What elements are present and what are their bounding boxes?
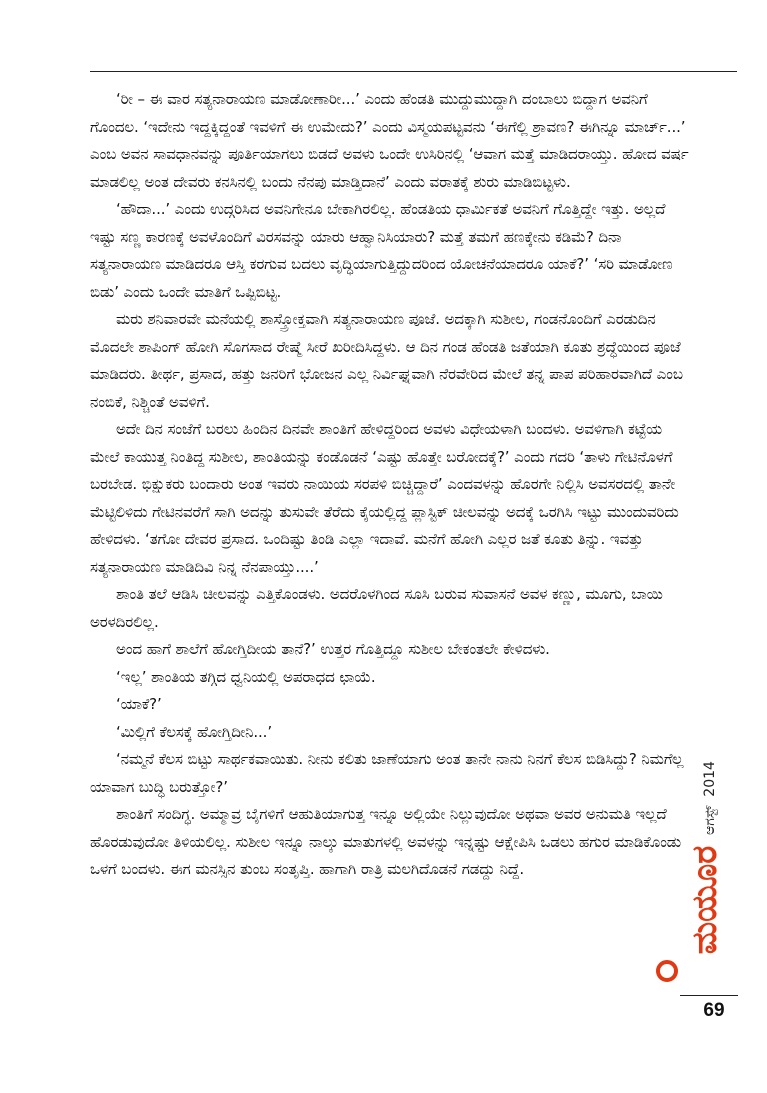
logo-ring-icon bbox=[656, 960, 678, 982]
paragraph-6: ಅಂದ ಹಾಗೆ ಶಾಲೆಗೆ ಹೋಗ್ತಿದೀಯ ತಾನೆ?’ ಉತ್ತರ ಗೊತ್ತಿದ್ದೂ ಸುಶೀಲ ಬೇಕಂತಲೇ ಕೇಳಿದಳು. bbox=[116, 640, 550, 658]
paragraph-1: ‘ರೀ – ಈ ವಾರ ಸತ್ಯನಾರಾಯಣ ಮಾಡೋಣಾರೀ...’ ಎಂದು ಹೆಂಡತಿ ಮುದ್ದುಮುದ್ದಾಗಿ ದಂಬಾಲು ಬಿದ್ದಾಗ ಅವನಿಗೆ ಗೊಂದಲ. ‘ಇದೇನು ಇದ್ದಕ್ಕಿದ್ದಂತೆ ಇವಳಿಗೆ ಈ ಉಮೇದು?’ ಎಂದು ವಿಸ್ಮಯಪಟ್ಟವನು ‘ಈಗೆಲ್ಲಿ ಶ್ರಾವಣ? ಈಗಿನ್ನೂ ಮಾರ್ಚ್...’ ಎಂಬ ಅವನ ಸಾವಧಾನವನ್ನು ಪೂರ್ತಿಯಾಗಲು ಬಿಡದೆ ಅವಳು ಒಂದೇ ಉಸಿರಿನಲ್ಲಿ ‘ಆವಾಗ ಮತ್ತೆ ಮಾಡಿದರಾಯ್ತು. ಹೋದ ವರ್ಷ ಮಾಡಲಿಲ್ಲ ಅಂತ ದೇವರು ಕನಸಿನಲ್ಲಿ ಬಂದು ನೆನಪು ಮಾಡ್ತಿದಾನೆ’ ಎಂದು ವರಾತಕ್ಕೆ ಶುರು ಮಾಡಿಬಿಟ್ಟಳು. bbox=[90, 90, 689, 191]
issue-year: 2014 bbox=[702, 761, 718, 797]
paragraph-11: ಶಾಂತಿಗೆ ಸಂದಿಗ್ಧ. ಅಮ್ಮಾವ್ರ ಬೈಗಳಿಗೆ ಆಹುತಿಯಾಗುತ್ತ ಇನ್ನೂ ಅಲ್ಲಿಯೇ ನಿಲ್ಲುವುದೋ ಅಥವಾ ಅವರ ಅನುಮತಿ ಇಲ್ಲದೆ ಹೊರಡುವುದೋ ತಿಳಿಯಲಿಲ್ಲ. ಸುಶೀಲ ಇನ್ನೂ ನಾಲ್ಕು ಮಾತುಗಳಲ್ಲಿ ಅವಳನ್ನು ಇನ್ನಷ್ಟು ಆಕ್ಷೇಪಿಸಿ ಒಡಲು ಹಗುರ ಮಾಡಿಕೊಂಡು ಒಳಗೆ ಬಂದಳು. ಈಗ ಮನಸ್ಸಿನ ತುಂಬ ಸಂತೃಪ್ತಿ. ಹಾಗಾಗಿ ರಾತ್ರಿ ಮಲಗಿದೊಡನೆ ಗಡದ್ದು ನಿದ್ದೆ. bbox=[90, 805, 681, 878]
page-number: 69 bbox=[703, 1000, 725, 1021]
paragraph-8: ‘ಯಾಕೆ?’ bbox=[116, 695, 162, 713]
issue-month: ಆಗಸ್ಟ್ bbox=[702, 805, 718, 835]
paragraph-10: ‘ನಮ್ಮನೆ ಕೆಲಸ ಬಿಟ್ಟು ಸಾರ್ಥಕವಾಯಿತು. ನೀನು ಕಲಿತು ಜಾಣೆಯಾಗು ಅಂತ ತಾನೇ ನಾನು ನಿನಗೆ ಕೆಲಸ ಬಿಡಿಸಿದ್ದು? ನಿಮಗೆಲ್ಲ ಯಾವಾಗ ಬುದ್ಧಿ ಬರುತ್ತೋ?’ bbox=[90, 750, 684, 796]
bottom-divider bbox=[680, 995, 738, 996]
paragraph-9: ‘ಮಿಲ್ಲಿಗೆ ಕೆಲಸಕ್ಕೆ ಹೋಗ್ತಿದೀನಿ...’ bbox=[116, 722, 273, 741]
magazine-name: ಮಯೂರ bbox=[685, 845, 725, 955]
paragraph-5: ಶಾಂತಿ ತಲೆ ಆಡಿಸಿ ಚೀಲವನ್ನು ಎತ್ತಿಕೊಂಡಳು. ಅದರೊಳಗಿಂದ ಸೂಸಿ ಬರುವ ಸುವಾಸನೆ ಅವಳ ಕಣ್ಣು, ಮೂಗು, ಬಾಯಿ ಅರಳದಿರಲಿಲ್ಲ. bbox=[90, 585, 663, 631]
top-divider bbox=[90, 71, 737, 72]
magazine-masthead bbox=[685, 761, 738, 980]
paragraph-4: ಅದೇ ದಿನ ಸಂಜೆಗೆ ಬರಲು ಹಿಂದಿನ ದಿನವೇ ಶಾಂತಿಗೆ ಹೇಳಿದ್ದರಿಂದ ಅವಳು ವಿಧೇಯಳಾಗಿ ಬಂದಳು. ಅವಳಿಗಾಗಿ ಕಟ್ಟೆಯ ಮೇಲೆ ಕಾಯುತ್ತ ನಿಂತಿದ್ದ ಸುಶೀಲ, ಶಾಂತಿಯನ್ನು ಕಂಡೊಡನೆ ‘ಎಷ್ಟು ಹೊತ್ತೇ ಬರೋದಕ್ಕೆ?’ ಎಂದು ಗದರಿ ‘ತಾಳು ಗೇಟಿನೊಳಗೆ ಬರಬೇಡ. ಭಿಕ್ಷುಕರು ಬಂದಾರು ಅಂತ ಇವರು ನಾಯಿಯ ಸರಪಳಿ ಬಿಚ್ಚಿದ್ದಾರೆ’ ಎಂದವಳನ್ನು ಹೊರಗೇ ನಿಲ್ಲಿಸಿ ಅವಸರದಲ್ಲಿ ತಾನೇ ಮೆಟ್ಟಿಲಿಳಿದು ಗೇಟಿನವರೆಗೆ ಸಾಗಿ ಅದನ್ನು ತುಸುವೇ ತೆರೆದು ಕೈಯಲ್ಲಿದ್ದ ಪ್ಲಾಸ್ಟಿಕ್ ಚೀಲವನ್ನು ಅದಕ್ಕೆ ಒರಗಿಸಿ ಇಟ್ಟು ಮುಂದುವರಿದು ಹೇಳಿದಳು. ‘ತಗೋ ದೇವರ ಪ್ರಸಾದ. ಒಂದಿಷ್ಟು ತಿಂಡಿ ಎಲ್ಲಾ ಇದಾವೆ. ಮನೆಗೆ ಹೋಗಿ ಎಲ್ಲರ ಜತೆ ಕೂತು ತಿನ್ನು. ಇವತ್ತು ಸತ್ಯನಾರಾಯಣ ಮಾಡಿದಿವಿ ನಿನ್ನ ನೆನಪಾಯ್ತು....’ bbox=[90, 420, 679, 576]
paragraph-3: ಮರು ಶನಿವಾರವೇ ಮನೆಯಲ್ಲಿ ಶಾಸ್ತ್ರೋಕ್ತವಾಗಿ ಸತ್ಯನಾರಾಯಣ ಪೂಜೆ. ಅದಕ್ಕಾಗಿ ಸುಶೀಲ, ಗಂಡನೊಂದಿಗೆ ಎರಡುದಿನ ಮೊದಲೇ ಶಾಪಿಂಗ್ ಹೋಗಿ ಸೊಗಸಾದ ರೇಷ್ಮೆ ಸೀರೆ ಖರೀದಿಸಿದ್ದಳು. ಆ ದಿನ ಗಂಡ ಹೆಂಡತಿ ಜತೆಯಾಗಿ ಕೂತು ಶ್ರದ್ಧೆಯಿಂದ ಪೂಜೆ ಮಾಡಿದರು. ತೀರ್ಥ, ಪ್ರಸಾದ, ಹತ್ತು ಜನರಿಗೆ ಭೋಜನ ಎಲ್ಲ ನಿರ್ವಿಘ್ನವಾಗಿ ನೆರವೇರಿದ ಮೇಲೆ ತನ್ನ ಪಾಪ ಪರಿಹಾರವಾಗಿದೆ ಎಂಬ ನಂಬಿಕೆ, ನಿಶ್ಚಿಂತೆ ಅವಳಿಗೆ. bbox=[90, 310, 683, 411]
paragraph-2: ‘ಹೌದಾ...’ ಎಂದು ಉದ್ಗರಿಸಿದ ಅವನಿಗೇನೂ ಬೇಕಾಗಿರಲಿಲ್ಲ. ಹೆಂಡತಿಯ ಧಾರ್ಮಿಕತೆ ಅವನಿಗೆ ಗೊತ್ತಿದ್ದೇ ಇತ್ತು. ಅಲ್ಲದೆ ಇಷ್ಟು ಸಣ್ಣ ಕಾರಣಕ್ಕೆ ಅವಳೊಂದಿಗೆ ವಿರಸವನ್ನು ಯಾರು ಆಹ್ವಾನಿಸಿಯಾರು? ಮತ್ತೆ ತಮಗೆ ಹಣಕ್ಕೇನು ಕಡಿಮೆ? ದಿನಾ ಸತ್ಯನಾರಾಯಣ ಮಾಡಿದರೂ ಆಸ್ತಿ ಕರಗುವ ಬದಲು ವೃದ್ಧಿಯಾಗುತ್ತಿದ್ದುದರಿಂದ ಯೋಚನೆಯಾದರೂ ಯಾಕೆ?’ ‘ಸರಿ ಮಾಡೋಣ ಬಿಡು’ ಎಂದು ಒಂದೇ ಮಾತಿಗೆ ಒಪ್ಪಿಬಿಟ್ಟ. bbox=[90, 200, 673, 301]
article-body bbox=[90, 86, 690, 884]
paragraph-7: ‘ಇಲ್ಲ’ ಶಾಂತಿಯ ತಗ್ಗಿದ ಧ್ವನಿಯಲ್ಲಿ ಅಪರಾಧದ ಛಾಯೆ. bbox=[116, 667, 376, 686]
